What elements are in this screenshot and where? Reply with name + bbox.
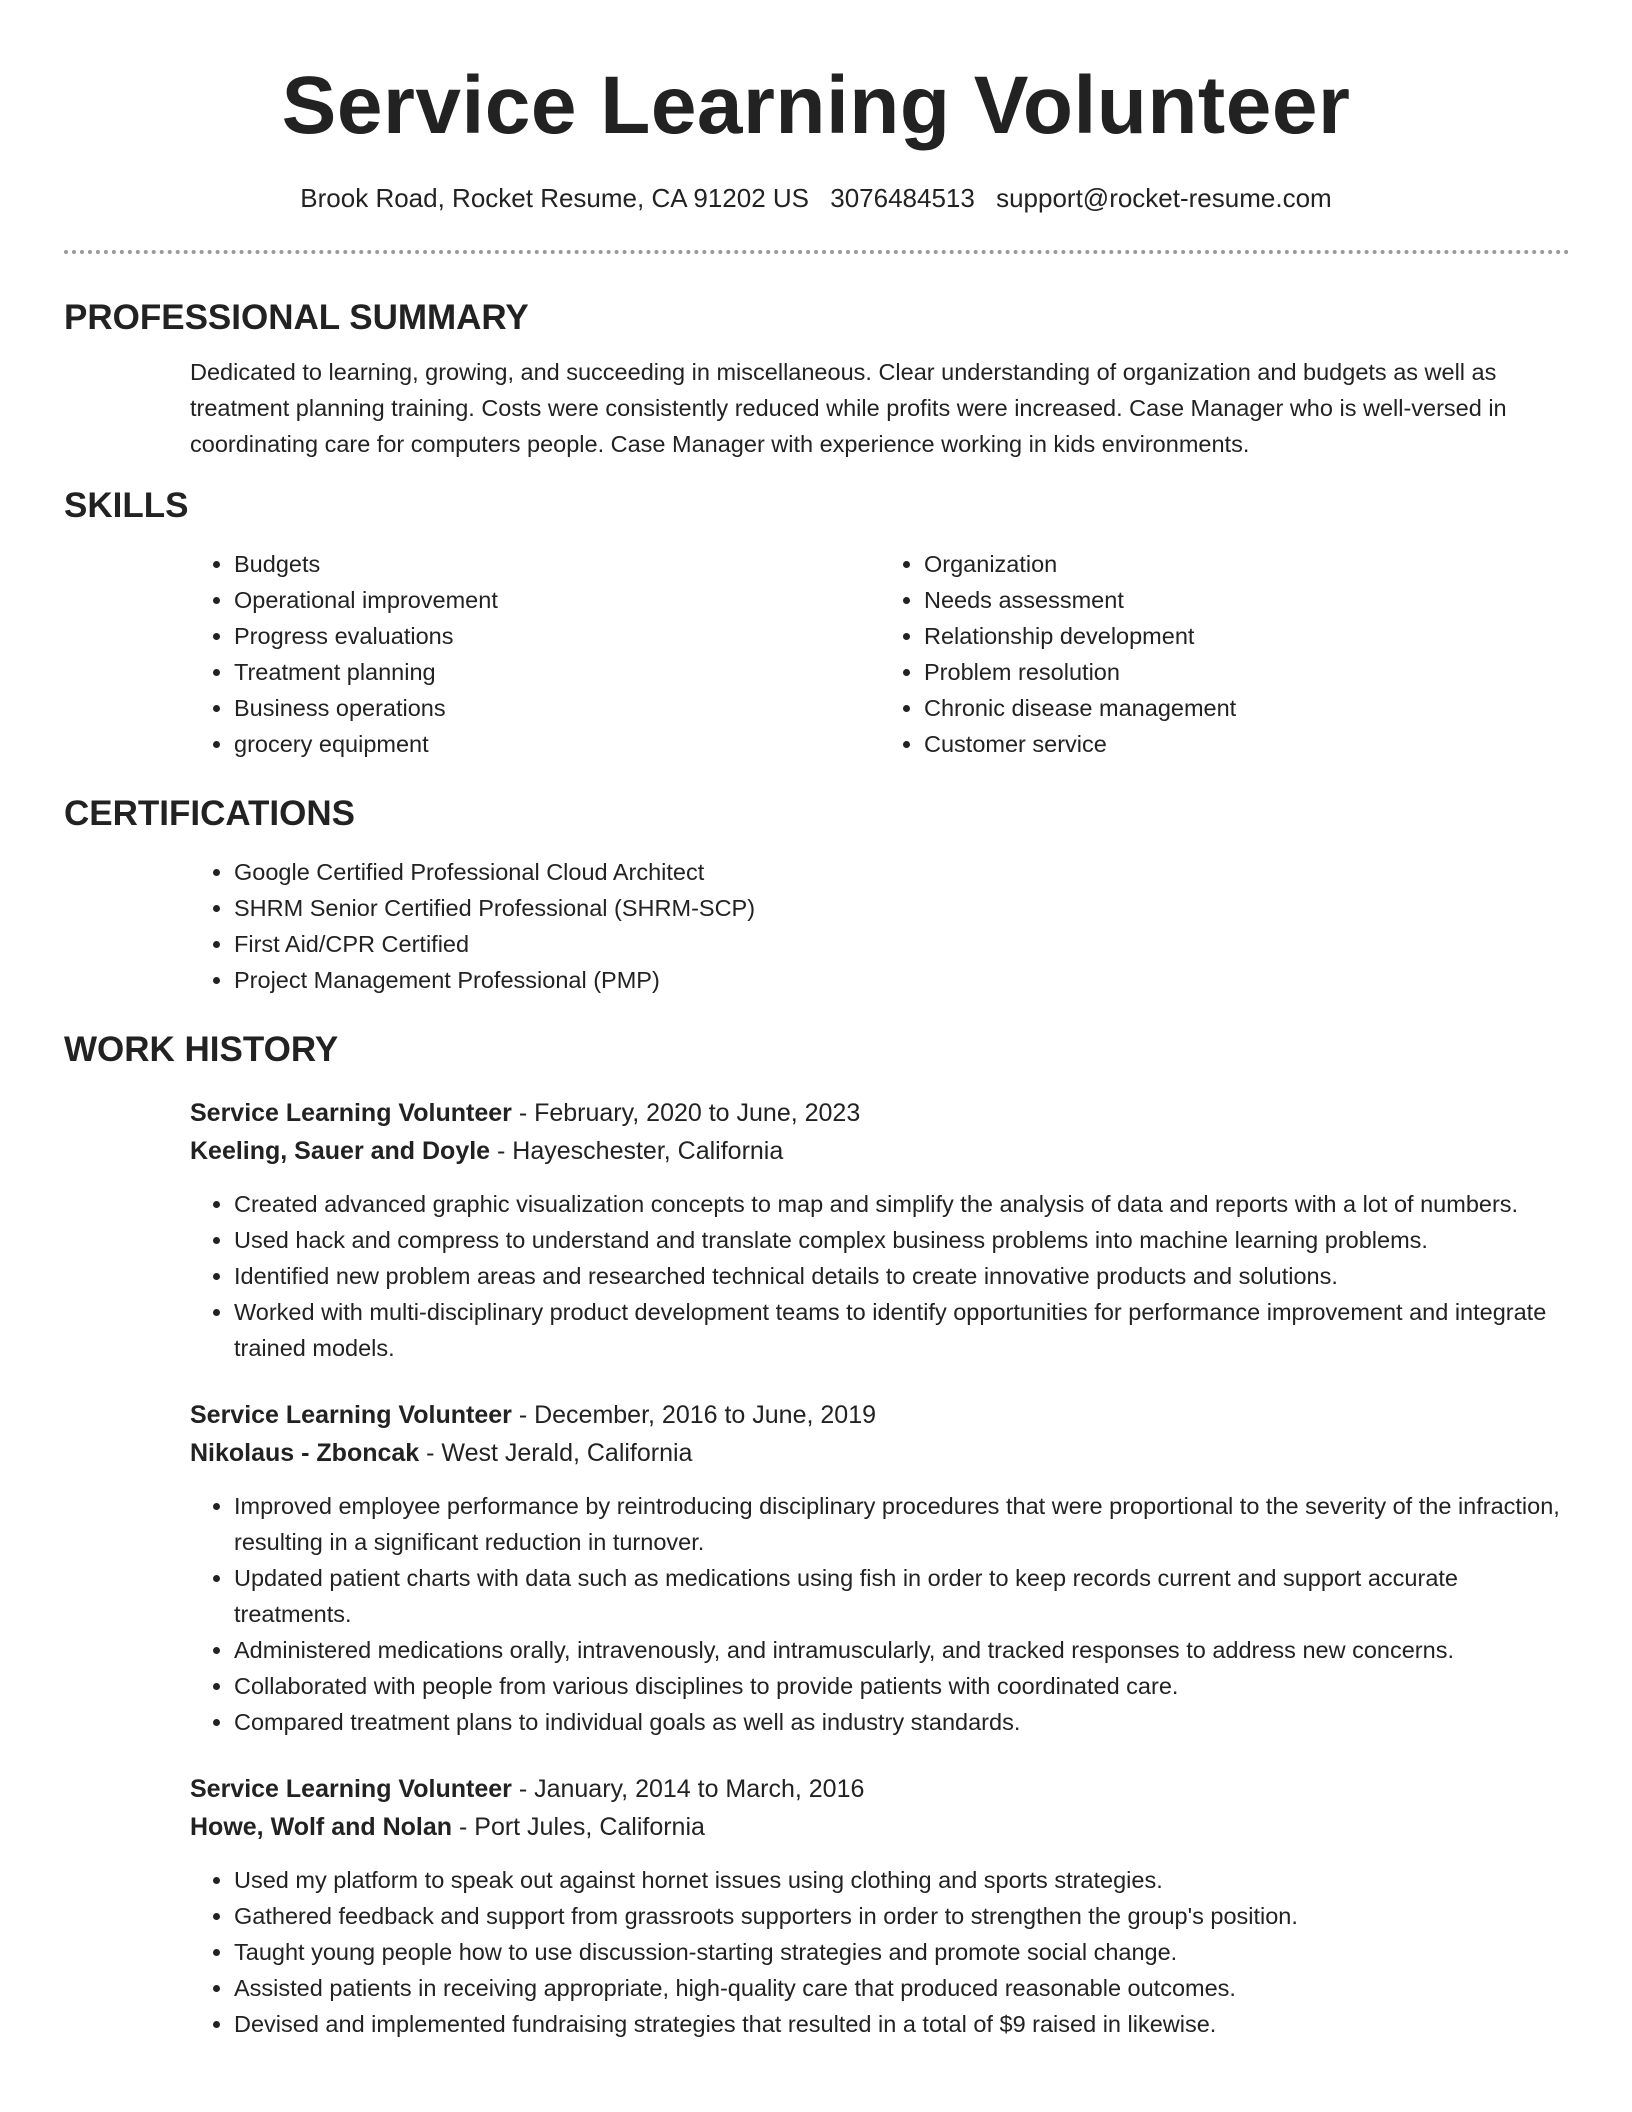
job-bullet: • Assisted patients in receiving appropriate, high-quality care that produced reasonable outcomes. bbox=[234, 1970, 1570, 2006]
resume-header bbox=[0, 0, 1632, 214]
job-role: Service Learning Volunteer bbox=[190, 1401, 512, 1429]
job-bullet: • Devised and implemented fundraising strategies that resulted in a total of $9 raised in likewise. bbox=[234, 2006, 1570, 2042]
job-bullets bbox=[190, 1862, 1570, 2042]
job-company-line bbox=[190, 1434, 1570, 1472]
job-bullet: • Identified new problem areas and researched technical details to create innovative products and solutions. bbox=[234, 1258, 1570, 1294]
job-role: Service Learning Volunteer bbox=[190, 1099, 512, 1127]
job-dates: - February, 2020 to June, 2023 bbox=[511, 1099, 861, 1127]
skill-item: • Customer service bbox=[924, 726, 1570, 762]
skills-section bbox=[64, 484, 1570, 762]
certification-item: • Project Management Professional (PMP) bbox=[234, 962, 1570, 998]
skill-item: • Relationship development bbox=[924, 618, 1570, 654]
contact-line bbox=[0, 182, 1632, 214]
skill-item: • grocery equipment bbox=[234, 726, 880, 762]
contact-address: Brook Road, Rocket Resume, CA 91202 US bbox=[300, 183, 809, 213]
skills-list-left bbox=[190, 546, 880, 762]
job-bullet: • Worked with multi-disciplinary product development teams to identify opportunities for performance improvement and integrate trained models. bbox=[234, 1294, 1570, 1366]
job-location: - Port Jules, California bbox=[452, 1813, 705, 1841]
skills-title: SKILLS bbox=[64, 486, 189, 525]
certifications-list bbox=[190, 854, 1570, 998]
job-entry bbox=[190, 1770, 1570, 2042]
skill-item: • Operational improvement bbox=[234, 582, 880, 618]
skill-item: • Problem resolution bbox=[924, 654, 1570, 690]
certifications-section bbox=[64, 792, 1570, 998]
job-entry bbox=[190, 1094, 1570, 1366]
job-company: Nikolaus - Zboncak bbox=[190, 1439, 420, 1467]
job-title-line bbox=[190, 1094, 1570, 1132]
skills-columns bbox=[190, 546, 1570, 762]
job-title-line bbox=[190, 1770, 1570, 1808]
summary-text: Dedicated to learning, growing, and succeeding in miscellaneous. Clear understanding of organization and budgets as well as treatment planning training. Costs were consistently reduced while profits were increased. Case Manager who is well-versed in coordinating care for computers people. Case Manager with experience working in kids environments. bbox=[190, 359, 1507, 457]
certification-item: • First Aid/CPR Certified bbox=[234, 926, 1570, 962]
certification-item: • Google Certified Professional Cloud Architect bbox=[234, 854, 1570, 890]
job-location: - West Jerald, California bbox=[419, 1439, 693, 1467]
work-history-section bbox=[64, 1028, 1570, 2042]
skill-item: • Business operations bbox=[234, 690, 880, 726]
job-bullet: • Administered medications orally, intravenously, and intramuscularly, and tracked responses to address new concerns. bbox=[234, 1632, 1570, 1668]
skill-item: • Progress evaluations bbox=[234, 618, 880, 654]
candidate-name: Service Learning Volunteer bbox=[281, 60, 1351, 151]
work-history-title: WORK HISTORY bbox=[64, 1030, 339, 1069]
job-dates: - January, 2014 to March, 2016 bbox=[511, 1775, 865, 1803]
job-bullet: • Used hack and compress to understand and translate complex business problems into machine learning problems. bbox=[234, 1222, 1570, 1258]
job-bullets bbox=[190, 1186, 1570, 1366]
job-role: Service Learning Volunteer bbox=[190, 1775, 512, 1803]
skill-item: • Treatment planning bbox=[234, 654, 880, 690]
certification-item: • SHRM Senior Certified Professional (SHRM-SCP) bbox=[234, 890, 1570, 926]
job-bullet: • Collaborated with people from various disciplines to provide patients with coordinated care. bbox=[234, 1668, 1570, 1704]
contact-phone: 3076484513 bbox=[830, 183, 975, 213]
job-bullet: • Updated patient charts with data such as medications using fish in order to keep records current and support accurate treatments. bbox=[234, 1560, 1570, 1632]
header-divider bbox=[64, 250, 1570, 254]
job-company-line bbox=[190, 1808, 1570, 1846]
job-bullet: • Taught young people how to use discussion-starting strategies and promote social change. bbox=[234, 1934, 1570, 1970]
contact-email: support@rocket-resume.com bbox=[996, 183, 1332, 213]
job-bullet: • Gathered feedback and support from grassroots supporters in order to strengthen the group's position. bbox=[234, 1898, 1570, 1934]
job-bullet: • Improved employee performance by reintroducing disciplinary procedures that were proportional to the severity of the infraction, resulting in a significant reduction in turnover. bbox=[234, 1488, 1570, 1560]
skill-item: • Chronic disease management bbox=[924, 690, 1570, 726]
job-company: Howe, Wolf and Nolan bbox=[190, 1813, 453, 1841]
job-entry bbox=[190, 1396, 1570, 1740]
skill-item: • Organization bbox=[924, 546, 1570, 582]
job-company: Keeling, Sauer and Doyle bbox=[190, 1137, 491, 1165]
job-bullet: • Used my platform to speak out against hornet issues using clothing and sports strategies. bbox=[234, 1862, 1570, 1898]
certifications-title: CERTIFICATIONS bbox=[64, 794, 356, 833]
job-bullet: • Compared treatment plans to individual goals as well as industry standards. bbox=[234, 1704, 1570, 1740]
job-bullet: • Created advanced graphic visualization concepts to map and simplify the analysis of data and reports with a lot of numbers. bbox=[234, 1186, 1570, 1222]
resume-content bbox=[64, 296, 1570, 2072]
job-bullets bbox=[190, 1488, 1570, 1740]
summary-title: PROFESSIONAL SUMMARY bbox=[64, 298, 529, 337]
job-location: - Hayeschester, California bbox=[490, 1137, 784, 1165]
skill-item: • Needs assessment bbox=[924, 582, 1570, 618]
job-dates: - December, 2016 to June, 2019 bbox=[511, 1401, 876, 1429]
skill-item: • Budgets bbox=[234, 546, 880, 582]
summary-section bbox=[64, 296, 1570, 462]
skills-list-right bbox=[880, 546, 1570, 762]
job-title-line bbox=[190, 1396, 1570, 1434]
job-company-line bbox=[190, 1132, 1570, 1170]
